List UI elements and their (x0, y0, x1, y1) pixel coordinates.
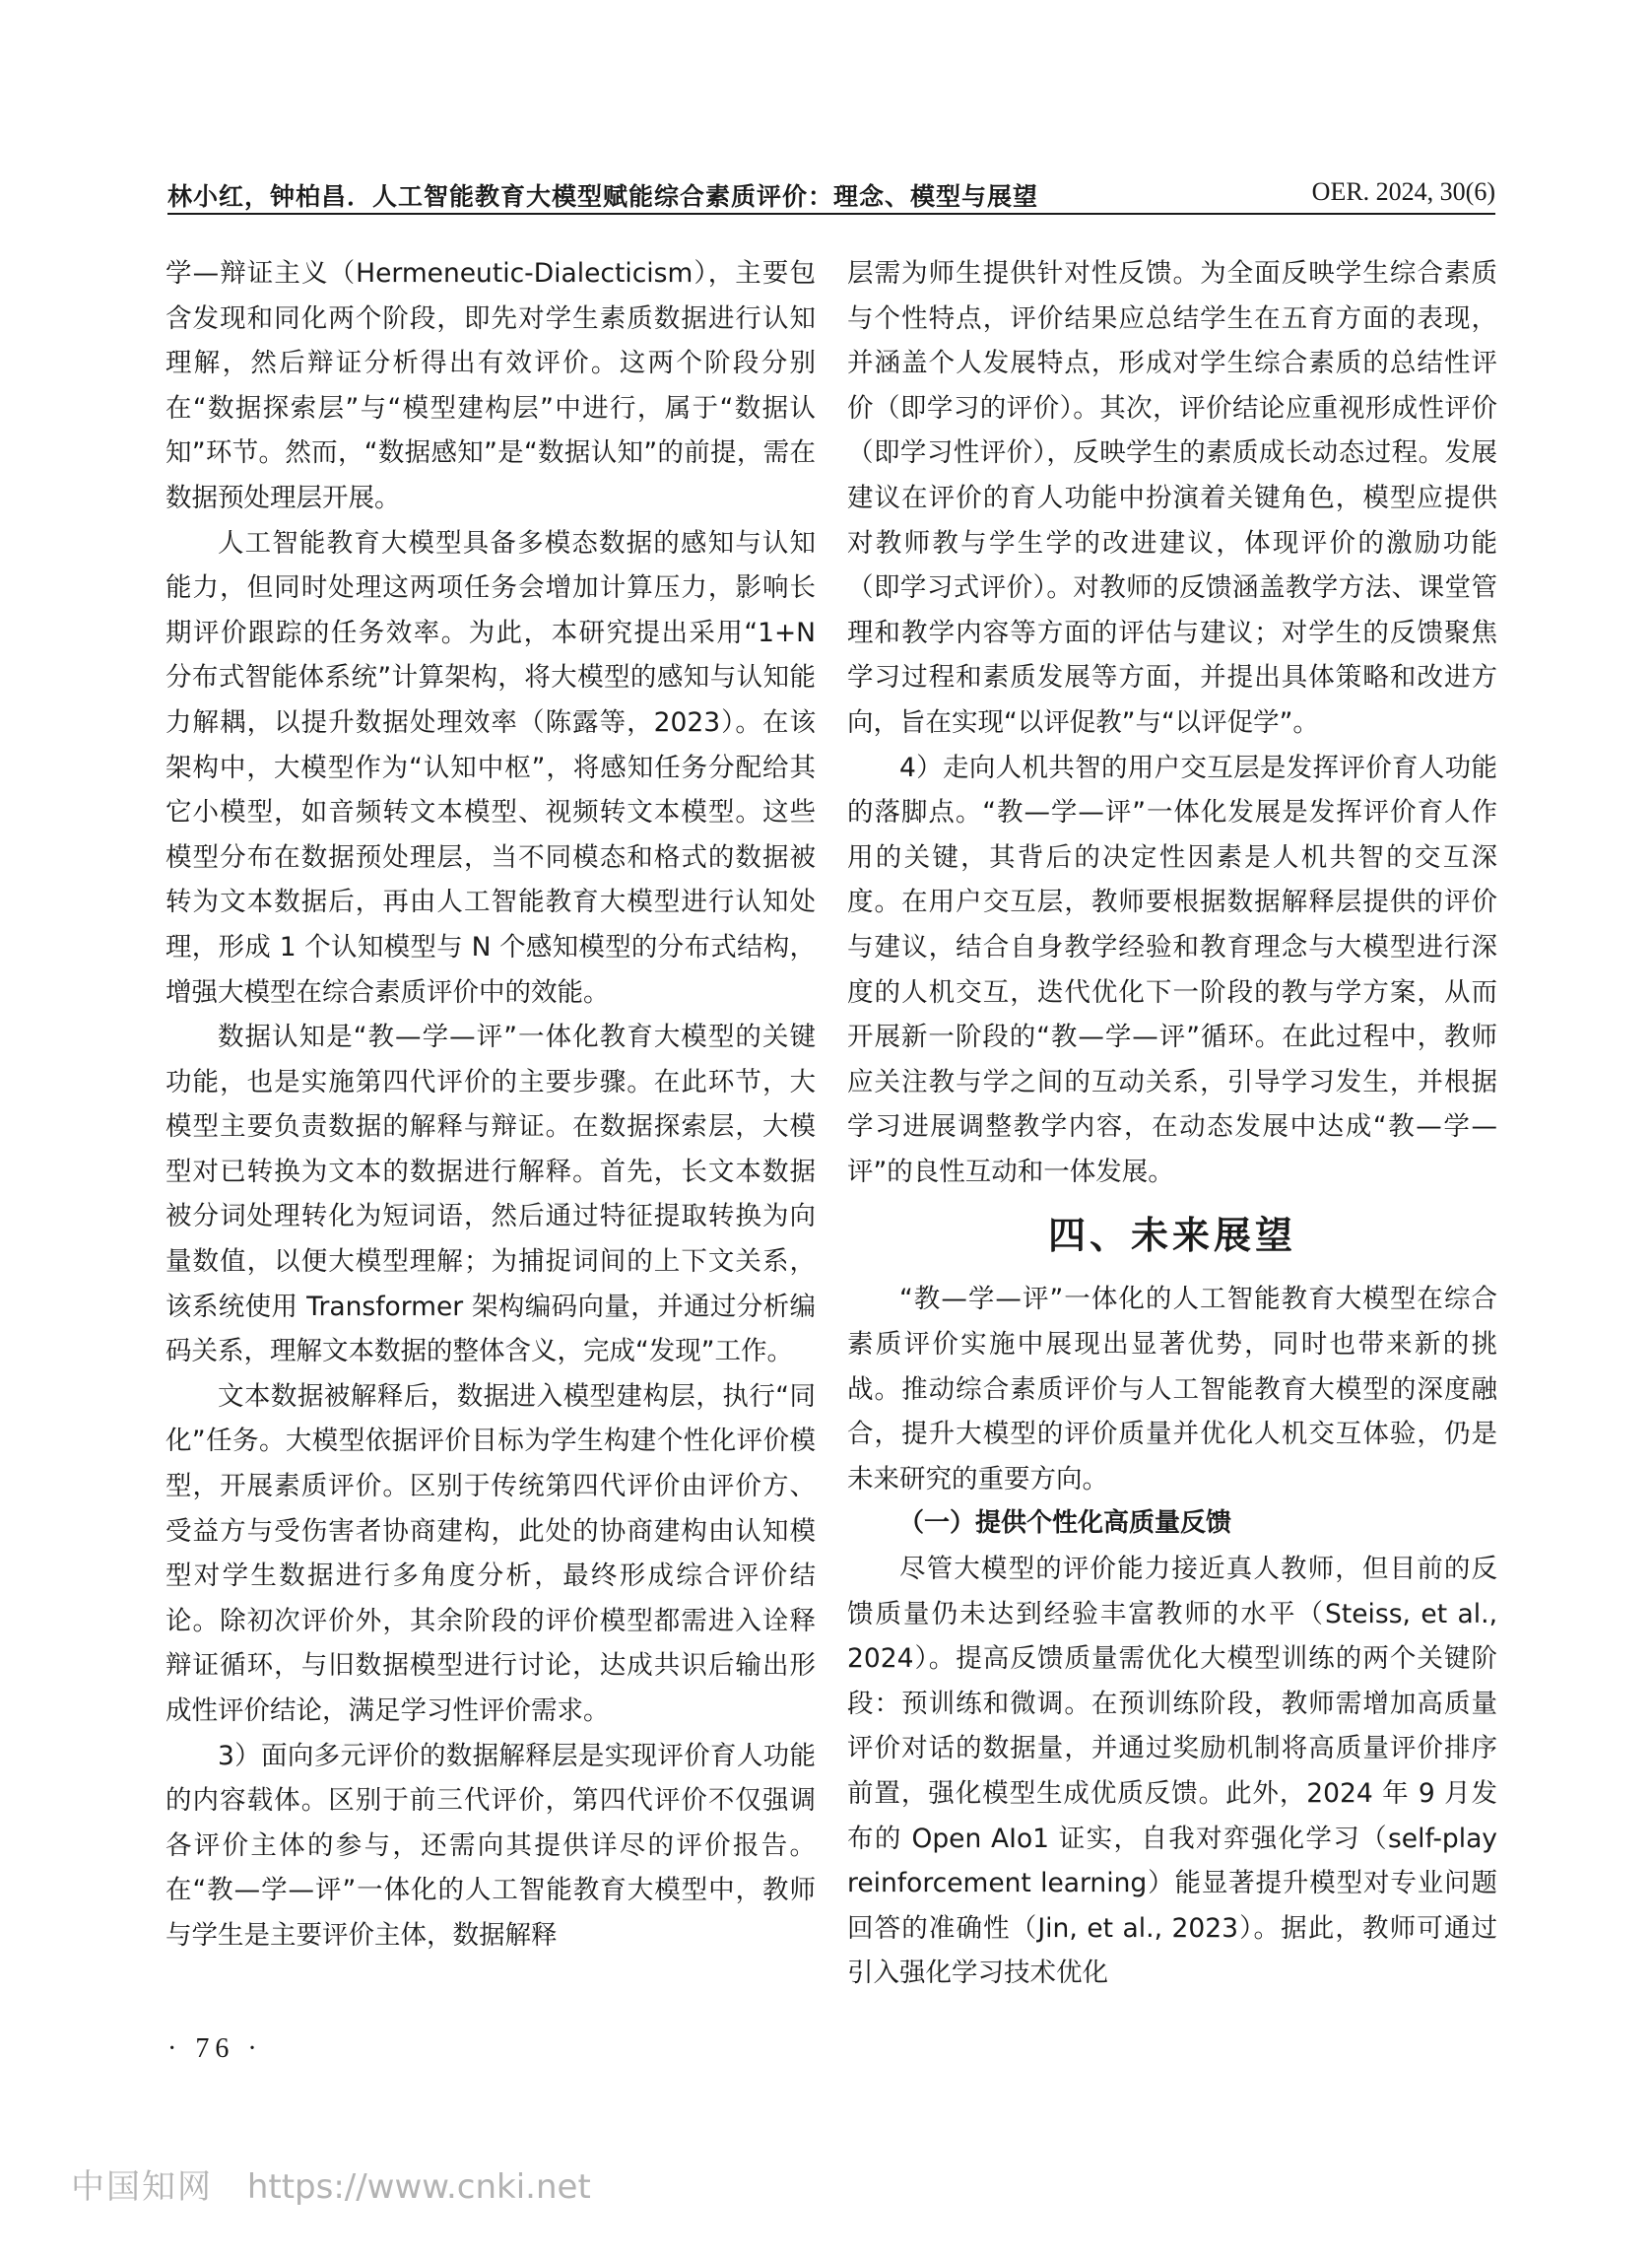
paragraph: “教—学—评”一体化的人工智能教育大模型在综合素质评价实施中展现出显著优势，同时也带来新的挑战。推动综合素质评价与人工智能教育大模型的深度融合，提升大模型的评价质量并优化人机交互体验，仍是未来研究的重要方向。 (847, 1284, 1497, 1494)
cnki-logo: 中国知网 (71, 2167, 213, 2207)
paragraph: 数据认知是“教—学—评”一体化教育大模型的关键功能，也是实施第四代评价的主要步骤。在此环节，大模型主要负责数据的解释与辩证。在数据探索层，大模型对已转换为文本的数据进行解释。首先，长文本数据被分词处理转化为短词语，然后通过特征提取转换为向量数值，以便大模型理解；为捕捉词间的上下文关系，该系统使用 Transformer 架构编码向量，并通过分析编码关系，理解文本数据的整体含义，完成“发现”工作。 (165, 1022, 816, 1367)
header-journal-issue: OER. 2024, 30(6) (1311, 177, 1495, 206)
cnki-url: https://www.cnki.net (246, 2167, 591, 2207)
paragraph: 学—辩证主义（Hermeneutic-Dialecticism），主要包含发现和同化两个阶段，即先对学生素质数据进行认知理解，然后辩证分析得出有效评价。这两个阶段分别在“数据探索层”与“模型建构层”中进行，属于“数据认知”环节。然而，“数据感知”是“数据认知”的前提，需在数据预处理层开展。 (165, 258, 816, 513)
paragraph: 文本数据被解释后，数据进入模型建构层，执行“同化”任务。大模型依据评价目标为学生构建个性化评价模型，开展素质评价。区别于传统第四代评价由评价方、受益方与受伤害者协商建构，此处的协商建构由认知模型对学生数据进行多角度分析，最终形成综合评价结论。除初次评价外，其余阶段的评价模型都需进入诠释辩证循环，与旧数据模型进行讨论，达成共识后输出形成性评价结论，满足学习性评价需求。 (165, 1380, 816, 1726)
cnki-watermark (71, 2159, 591, 2208)
subsection-heading: （一）提供个性化高质量反馈 (898, 1508, 1232, 1539)
paragraph: 4）走向人机共智的用户交互层是发挥评价育人功能的落脚点。“教—学—评”一体化发展是发挥评价育人作用的关键，其背后的决定性因素是人机共智的交互深度。在用户交互层，教师要根据数据解释层提供的评价与建议，结合自身教学经验和教育理念与大模型进行深度的人机交互，迭代优化下一阶段的教与学方案，从而开展新一阶段的“教—学—评”循环。在此过程中，教师应关注教与学之间的互动关系，引导学习发生，并根据学习进展调整教学内容，在动态发展中达成“教—学—评”的良性互动和一体发展。 (847, 752, 1497, 1187)
header-rule (167, 213, 1495, 215)
running-header (167, 173, 1495, 213)
section-heading: 四、未来展望 (1047, 1213, 1296, 1258)
paragraph: 尽管大模型的评价能力接近真人教师，但目前的反馈质量仍未达到经验丰富教师的水平（Steiss, et al., 2024）。提高反馈质量需优化大模型训练的两个关键阶段：预训练和微调。在预训练阶段，教师需增加高质量评价对话的数据量，并通过奖励机制将高质量评价排序前置，强化模型生成优质反馈。此外，2024 年 9 月发布的 Open AIo1 证实，自我对弈强化学习（self-play reinforcement learning）能显著提升模型对专业问题回答的准确性（Jin, et al., 2023）。据此，教师可通过引入强化学习技术优化 (847, 1554, 1497, 1989)
paragraph: 人工智能教育大模型具备多模态数据的感知与认知能力，但同时处理这两项任务会增加计算压力，影响长期评价跟踪的任务效率。为此，本研究提出采用“1+N 分布式智能体系统”计算架构，将大模型的感知与认知能力解耦，以提升数据处理效率（陈露等，2023）。在该架构中，大模型作为“认知中枢”，将感知任务分配给其它小模型，如音频转文本模型、视频转文本模型。这些模型分布在数据预处理层，当不同模态和格式的数据被转为文本数据后，再由人工智能教育大模型进行认知处理，形成 1 个认知模型与 N 个感知模型的分布式结构，增强大模型在综合素质评价中的效能。 (165, 527, 816, 1008)
paragraph: 层需为师生提供针对性反馈。为全面反映学生综合素质与个性特点，评价结果应总结学生在五育方面的表现，并涵盖个人发展特点，形成对学生综合素质的总结性评价（即学习的评价）。其次，评价结论应重视形成性评价（即学习性评价），反映学生的素质成长动态过程。发展建议在评价的育人功能中扮演着关键角色，模型应提供对教师教与学生学的改进建议，体现评价的激励功能（即学习式评价）。对教师的反馈涵盖教学方法、课堂管理和教学内容等方面的评估与建议；对学生的反馈聚焦学习过程和素质发展等方面，并提出具体策略和改进方向，旨在实现“以评促教”与“以评促学”。 (847, 258, 1497, 738)
page-number: · 76 · (167, 2033, 263, 2064)
header-citation: 林小红，钟柏昌．人工智能教育大模型赋能综合素质评价：理念、模型与展望 (167, 182, 1039, 211)
paragraph: 3）面向多元评价的数据解释层是实现评价育人功能的内容载体。区别于前三代评价，第四代评价不仅强调各评价主体的参与，还需向其提供详尽的评价报告。在“教—学—评”一体化的人工智能教育大模型中，教师与学生是主要评价主体，数据解释 (165, 1740, 816, 1951)
right-column (847, 251, 1497, 1996)
left-column (165, 251, 816, 1959)
